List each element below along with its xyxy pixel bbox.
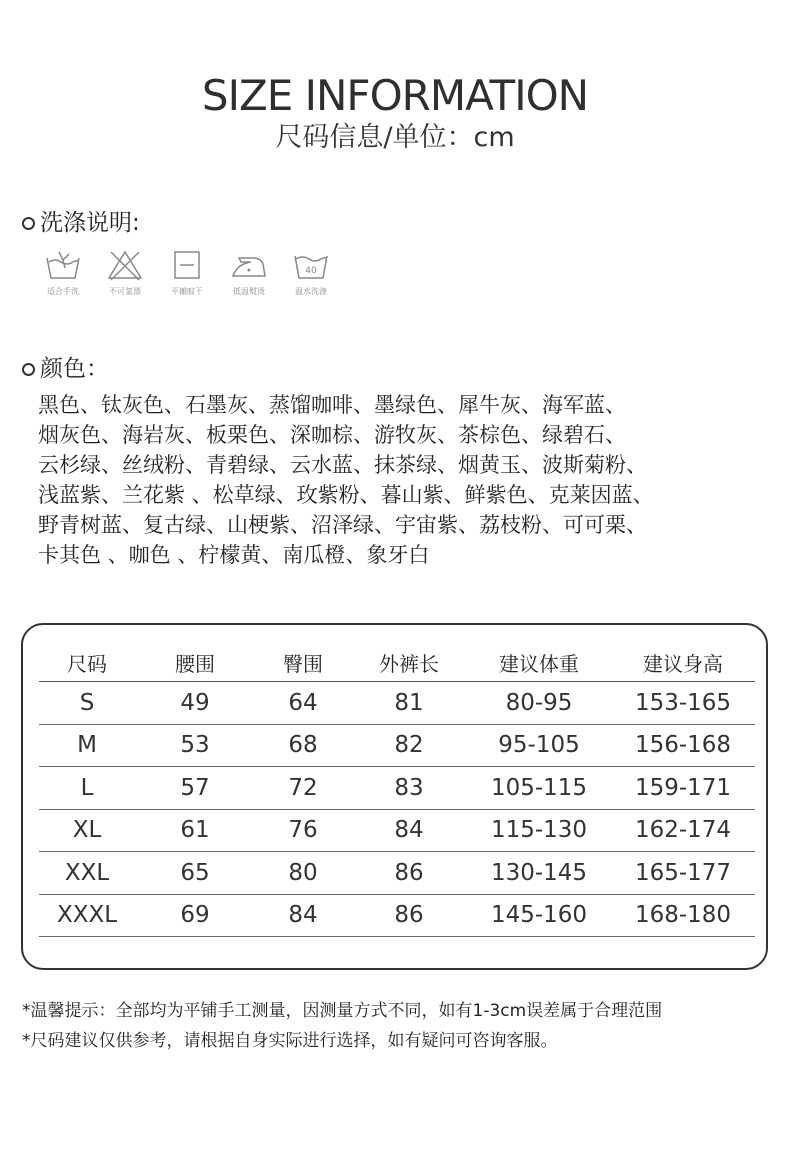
color-line: 浅蓝紫、兰花紫 、松草绿、玫紫粉、暮山紫、鲜紫色、克莱因蓝、 (38, 483, 654, 507)
table-cell: S (39, 682, 135, 725)
table-cell: 82 (351, 724, 467, 767)
note-measurement: *温馨提示：全部均为平铺手工测量，因测量方式不同，如有1-3cm误差属于合理范围 (22, 1001, 663, 1021)
table-row (39, 724, 755, 767)
table-row (39, 894, 755, 937)
column-header: 腰围 (135, 643, 255, 682)
table-cell: XL (39, 809, 135, 852)
table-cell: 86 (351, 894, 467, 937)
washing-heading-text: 洗涤说明: (40, 210, 140, 236)
note-size-advice: *尺码建议仅供参考，请根据自身实际进行选择，如有疑问可咨询客服。 (22, 1031, 558, 1051)
column-header: 建议身高 (611, 643, 755, 682)
table-cell: 84 (351, 809, 467, 852)
notes (22, 996, 662, 1056)
dry-flat-icon (167, 248, 207, 282)
table-cell: 105-115 (467, 767, 611, 810)
color-line: 云杉绿、丝绒粉、青碧绿、云水蓝、抹茶绿、烟黄玉、波斯菊粉、 (38, 453, 647, 477)
table-cell: XXL (39, 852, 135, 895)
table-cell: 64 (255, 682, 351, 725)
table-cell: 83 (351, 767, 467, 810)
size-table-card (21, 623, 768, 970)
table-cell: 72 (255, 767, 351, 810)
care-icons-row (32, 248, 342, 297)
bullet-circle-icon (22, 217, 35, 230)
care-item-low-iron: 低温熨烫 (218, 248, 280, 297)
table-header-row (39, 643, 755, 682)
table-cell: L (39, 767, 135, 810)
color-list (38, 390, 758, 570)
washing-heading (22, 208, 140, 238)
table-cell: 80 (255, 852, 351, 895)
table-row (39, 767, 755, 810)
table-cell: 57 (135, 767, 255, 810)
table-cell: 115-130 (467, 809, 611, 852)
hand-wash-icon (43, 248, 83, 282)
page-subtitle: 尺码信息/单位：cm (275, 122, 515, 153)
table-cell: 53 (135, 724, 255, 767)
colors-heading (22, 354, 109, 384)
care-item-warm-wash: 40 温水洗涤 (280, 248, 342, 297)
colors-heading-text: 颜色： (40, 356, 109, 382)
table-cell: 76 (255, 809, 351, 852)
color-line: 烟灰色、海岩灰、板栗色、深咖棕、游牧灰、茶棕色、绿碧石、 (38, 423, 626, 447)
table-cell: 65 (135, 852, 255, 895)
table-cell: 165-177 (611, 852, 755, 895)
table-cell: 86 (351, 852, 467, 895)
bullet-circle-icon (22, 363, 35, 376)
care-item-hand-wash: 适合手洗 (32, 248, 94, 297)
column-header: 建议体重 (467, 643, 611, 682)
table-cell: 168-180 (611, 894, 755, 937)
care-item-dry-flat: 平摊晾干 (156, 248, 218, 297)
table-cell: 68 (255, 724, 351, 767)
svg-text:40: 40 (305, 266, 317, 276)
table-cell: 162-174 (611, 809, 755, 852)
column-header: 外裤长 (351, 643, 467, 682)
table-cell: 159-171 (611, 767, 755, 810)
color-line: 黑色、钛灰色、石墨灰、蒸馏咖啡、墨绿色、犀牛灰、海军蓝、 (38, 393, 626, 417)
table-cell: 156-168 (611, 724, 755, 767)
table-cell: XXXL (39, 894, 135, 937)
low-iron-icon (229, 248, 269, 282)
table-cell: 81 (351, 682, 467, 725)
table-row (39, 852, 755, 895)
size-table (39, 643, 755, 937)
table-row (39, 682, 755, 725)
column-header: 尺码 (39, 643, 135, 682)
column-header: 臀围 (255, 643, 351, 682)
table-cell: 95-105 (467, 724, 611, 767)
table-cell: 69 (135, 894, 255, 937)
table-cell: 130-145 (467, 852, 611, 895)
table-row (39, 809, 755, 852)
table-cell: 80-95 (467, 682, 611, 725)
table-cell: 49 (135, 682, 255, 725)
table-cell: M (39, 724, 135, 767)
table-cell: 145-160 (467, 894, 611, 937)
warm-wash-icon (291, 248, 331, 282)
page-title: SIZE INFORMATION (201, 71, 589, 120)
table-cell: 153-165 (611, 682, 755, 725)
care-item-no-bleach: 不可氯漂 (94, 248, 156, 297)
no-bleach-icon (105, 248, 145, 282)
color-line: 野青树蓝、复古绿、山梗紫、沼泽绿、宇宙紫、荔枝粉、可可栗、 (38, 513, 647, 537)
color-line: 卡其色 、咖色 、柠檬黄、南瓜橙、象牙白 (38, 543, 430, 567)
table-cell: 84 (255, 894, 351, 937)
table-cell: 61 (135, 809, 255, 852)
